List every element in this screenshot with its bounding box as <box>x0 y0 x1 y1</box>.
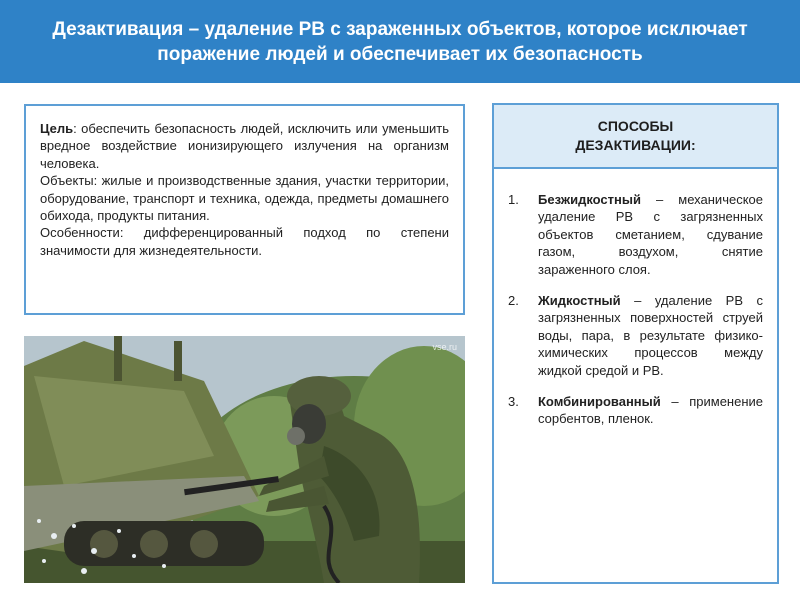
features-paragraph: Особенности: дифференцированный подход по степени значимости для жизнедеятельности. <box>40 225 449 258</box>
method-number: 3. <box>508 394 519 410</box>
method-description: – механическое удаление РВ с загрязненных объектов сметанием, сдувание газом, воздухом, снятие зараженного слоя. <box>538 192 763 277</box>
methods-box <box>492 103 779 584</box>
header-banner <box>0 0 800 83</box>
method-description: – применение сорбентов, пленок. <box>538 394 763 427</box>
method-item-combined <box>508 393 763 428</box>
page-title-line-1: Дезактивация – удаление РВ с зараженных объектов, которое исключает <box>52 18 748 40</box>
methods-list <box>494 169 777 428</box>
method-text <box>538 292 763 379</box>
methods-header <box>494 105 777 169</box>
method-name: Комбинированный <box>538 394 661 410</box>
goal-box <box>24 104 465 315</box>
method-number: 2. <box>508 293 519 309</box>
goal-paragraph <box>40 120 449 172</box>
method-description: – удаление РВ с загрязненных поверхностей струей воды, пара, в результате физико-химических процессов между жидкой средой и РВ. <box>538 293 763 378</box>
goal-label: Цель <box>40 121 74 136</box>
goal-text: : обеспечить безопасность людей, исключить или уменьшить вредное воздействие ионизирующего излучения на организм человека. <box>40 121 449 171</box>
objects-paragraph: Объекты: жилые и производственные здания, участки территории, оборудование, транспорт и техника, одежда, предметы домашнего обихода, продукты питания. <box>40 173 449 224</box>
method-text <box>538 393 763 428</box>
method-item-liquid <box>508 292 763 379</box>
method-number: 1. <box>508 192 519 207</box>
method-name: Безжидкостный <box>538 192 641 207</box>
photo-watermark: vse.ru <box>432 342 457 352</box>
page-title <box>52 17 747 67</box>
methods-title: СПОСОБЫ ДЕЗАКТИВАЦИИ: <box>575 118 696 153</box>
method-name: Жидкостный <box>538 293 621 309</box>
decontamination-illustration <box>24 336 465 583</box>
method-item-dry <box>508 191 763 278</box>
decontamination-photo <box>24 336 465 583</box>
method-text <box>538 191 763 278</box>
page-title-line-2: поражение людей и обеспечивает их безопасность <box>157 43 643 65</box>
